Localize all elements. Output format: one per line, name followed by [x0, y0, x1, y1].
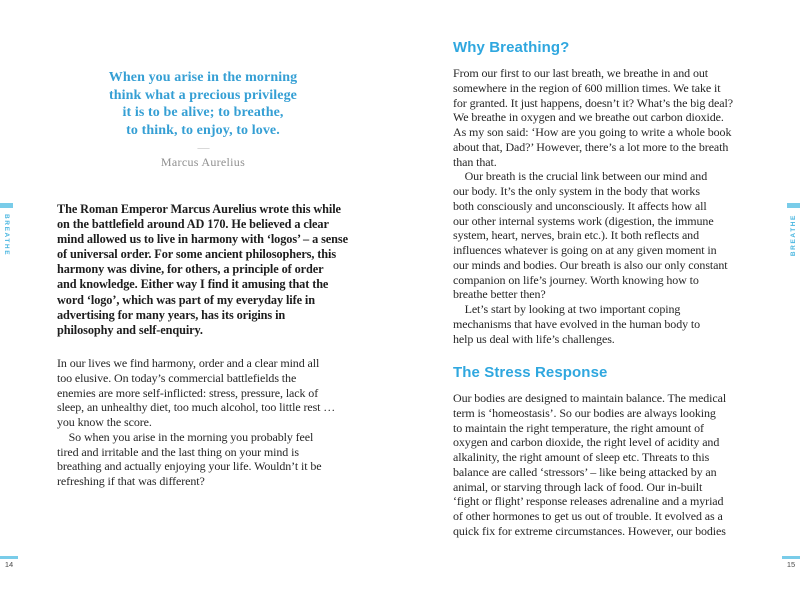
right-page-number: 15	[786, 560, 796, 569]
left-page-number: 14	[4, 560, 14, 569]
why-breathing-paragraphs: From our first to our last breath, we breathe in and out somewhere in the region of 600 million times. We take it for granted. It just happens, doesn’t it? What’s the big deal? We breathe in oxygen and we breathe out carbon dioxide. As my son said: ‘How are you going to write a whole book about that, Dad?’ However, there’s a lot more to the breath than that. Our breath is the crucial link between our mind and our body. It’s the only system in the body that works both consciously and unconsciously. It affects how all our other internal systems work (digestion, the immune system, heart, nerves, brain etc.). It both reflects and influences whatever is going on at any given moment in our minds and bodies. Our breath is also our only constant companion on life’s journey. Worth knowing how to breathe better then? Let’s start by looking at two important coping mechanisms that have evolved in the human body to help us deal with life’s challenges.	[453, 66, 733, 346]
left-edge-tab-bar	[0, 203, 13, 208]
left-footer-bar	[0, 556, 18, 559]
quote-divider: —	[197, 140, 209, 154]
intro-paragraph: The Roman Emperor Marcus Aurelius wrote this while on the battlefield around AD 170. He believed a clear mind allowed us to live in harmony with ‘logos’ – a sense of universal order. For some ancient philosophers, this harmony was divine, for others, a principle of order and knowledge. Either way I find it amusing that the word ‘logo’, which was part of my everyday life in advertising for many years, has its origins in philosophy and self-enquiry.	[57, 202, 348, 337]
left-edge-chapter-tab: BREATHE	[3, 214, 10, 257]
right-footer-bar	[782, 556, 800, 559]
quote-attribution: Marcus Aurelius	[160, 155, 246, 169]
section-heading-stress-response: The Stress Response	[453, 364, 608, 381]
section-heading-why-breathing: Why Breathing?	[453, 39, 570, 56]
right-edge-tab-bar	[787, 203, 800, 208]
right-edge-chapter-tab: BREATHE	[790, 214, 797, 257]
left-body-paragraph: In our lives we find harmony, order and a clear mind all too elusive. On today’s commercial battlefields the enemies are more self-inflicted: stress, pressure, lack of sleep, an unhealthy diet, too much alcohol, too little rest … you know the score. So when you arise in the morning you probably feel tired and irritable and the last thing on your mind is breathing and actually enjoying your life. Wouldn’t it be refreshing if that was different?	[57, 356, 336, 488]
stress-response-paragraph: Our bodies are designed to maintain balance. The medical term is ‘homeostasis’. So our bodies are always looking to maintain the right temperature, the right amount of oxygen and carbon dioxide, the right level of acidity and alkalinity, the right amount of sleep etc. Threats to this balance are called ‘stressors’ – like being attacked by an animal, or starving through lack of food. Our in-built ‘fight or flight’ response releases adrenaline and a myriad of other hormones to get us out of trouble. It evolved as a quick fix for extreme circumstances. However, our bodies	[453, 391, 727, 538]
pull-quote: When you arise in the morning think what a precious privilege it is to be alive; to breathe, to think, to enjoy, to love.	[108, 70, 298, 138]
